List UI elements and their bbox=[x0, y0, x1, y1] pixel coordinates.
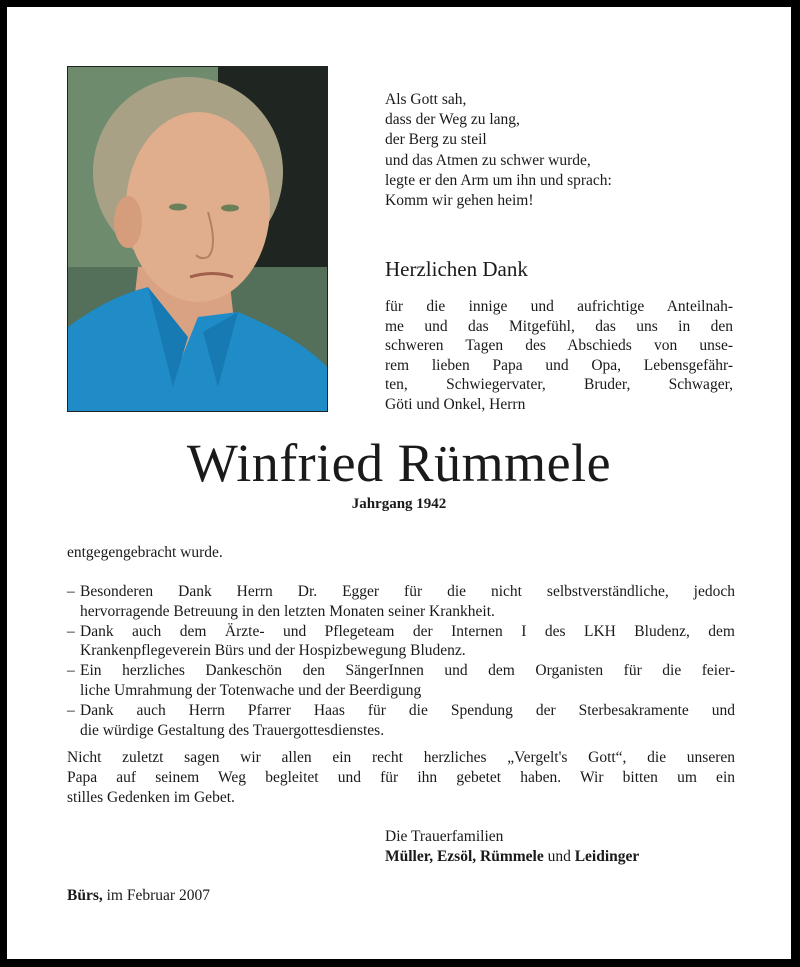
list-line: Krankenpflegeverein Bürs und der Hospizbewegung Bludenz. bbox=[80, 642, 466, 660]
conjunction: und bbox=[547, 848, 571, 865]
family-names bbox=[385, 847, 639, 867]
thanks-line: schweren Tagen des Abschieds von unse- bbox=[385, 337, 733, 355]
thanks-list-item bbox=[67, 622, 735, 662]
thanks-line: für die innige und aufrichtige Anteilnah- bbox=[385, 298, 733, 315]
signature-label: Die Trauerfamilien bbox=[385, 828, 504, 845]
deceased-name: Winfried Rümmele bbox=[186, 433, 612, 493]
poem-line: und das Atmen zu schwer wurde, bbox=[385, 151, 591, 169]
thanks-list-item bbox=[67, 582, 735, 622]
list-line: Ein herzliches Dankeschön den SängerInnen und dem Organisten für die feier- bbox=[80, 662, 735, 680]
town: Bürs, bbox=[67, 887, 103, 904]
closing-line: Papa auf seinem Weg begleitet und für ihn gebetet haben. Wir bitten um ein bbox=[67, 768, 735, 786]
thanks-list-item bbox=[67, 701, 735, 741]
signature bbox=[385, 827, 639, 867]
list-line: hervorragende Betreuung in den letzten Monaten seiner Krankheit. bbox=[80, 602, 495, 620]
list-line: Dank auch Herrn Pfarrer Haas für die Spendung der Sterbesakramente und bbox=[80, 701, 735, 719]
closing-line: stilles Gedenken im Gebet. bbox=[67, 788, 235, 806]
thanks-line: rem lieben Papa und Opa, Lebensgefähr- bbox=[385, 356, 733, 374]
family-name: Müller, bbox=[385, 848, 434, 865]
dash-bullet: – bbox=[67, 662, 75, 680]
thanks-line: me und das Mitgefühl, das uns in den bbox=[385, 317, 733, 335]
obituary-page bbox=[7, 7, 791, 959]
birth-year: Jahrgang 1942 bbox=[351, 496, 447, 512]
poem-line: Komm wir gehen heim! bbox=[385, 192, 534, 210]
family-name: Ezsöl, bbox=[436, 848, 477, 865]
date: im Februar 2007 bbox=[106, 887, 210, 904]
thanks-line: ten, Schwiegervater, Bruder, Schwager, bbox=[385, 376, 733, 394]
closing-paragraph bbox=[67, 748, 735, 807]
thanks-list bbox=[67, 582, 735, 740]
dash-bullet: – bbox=[67, 583, 75, 600]
thanks-list-item bbox=[67, 661, 735, 701]
list-line: die würdige Gestaltung des Trauergottesdienstes. bbox=[80, 721, 385, 739]
poem-line: Als Gott sah, bbox=[385, 91, 467, 108]
dash-bullet: – bbox=[67, 622, 75, 640]
list-line: Besonderen Dank Herrn Dr. Egger für die nicht selbstverständliche, jedoch bbox=[80, 583, 735, 600]
list-line: Dank auch dem Ärzte- und Pflegeteam der Internen I des LKH Bludenz, dem bbox=[80, 622, 735, 640]
list-line: liche Umrahmung der Totenwache und der Beerdigung bbox=[80, 681, 422, 699]
thanks-heading: Herzlichen Dank bbox=[385, 257, 528, 281]
poem bbox=[385, 90, 612, 211]
poem-line: legte er den Arm um ihn und sprach: bbox=[385, 171, 612, 189]
family-name: Rümmele bbox=[480, 848, 544, 865]
place-date bbox=[67, 887, 210, 905]
dash-bullet: – bbox=[67, 701, 75, 719]
family-name: Leidinger bbox=[574, 848, 640, 865]
closing-line: Nicht zuletzt sagen wir allen ein recht herzliches „Vergelt's Gott“, die unseren bbox=[67, 749, 735, 766]
poem-line: dass der Weg zu lang, bbox=[385, 111, 520, 129]
poem-line: der Berg zu steil bbox=[385, 131, 487, 149]
thanks-paragraph bbox=[385, 297, 733, 415]
intro-text: entgegengebracht wurde. bbox=[67, 544, 223, 561]
thanks-line: Göti und Onkel, Herrn bbox=[385, 395, 526, 413]
portrait-illustration bbox=[68, 67, 327, 411]
portrait-photo bbox=[67, 66, 328, 412]
